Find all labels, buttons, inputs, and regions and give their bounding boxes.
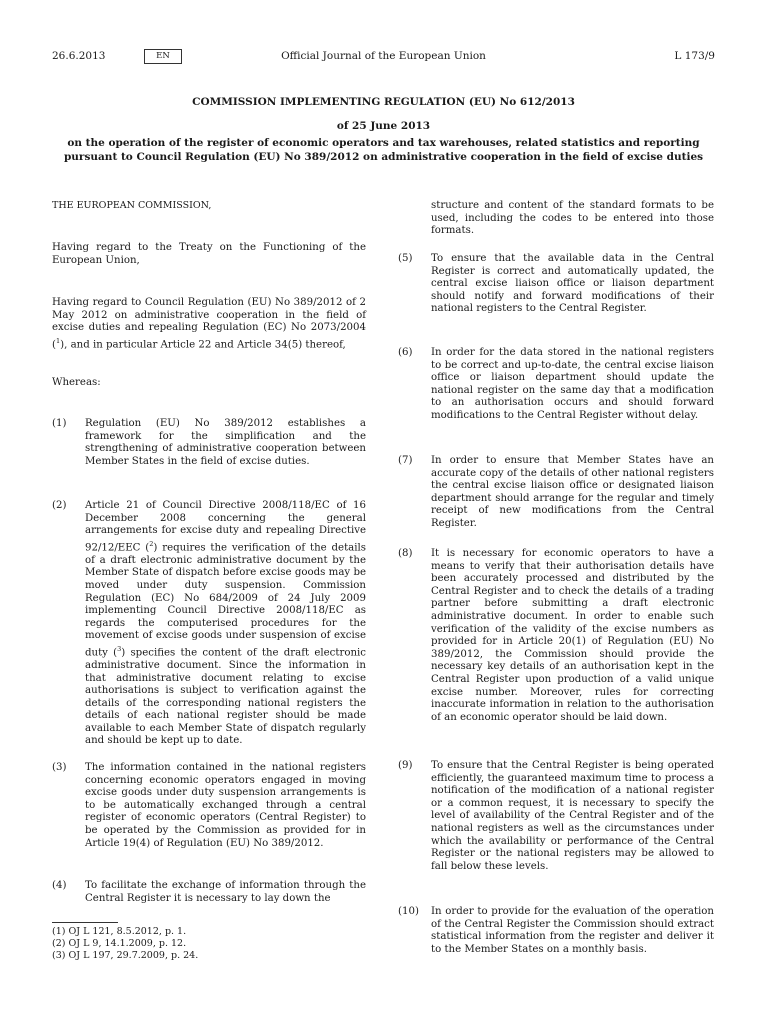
- recital-text: Article 21 of Council Directive 2008/118/EC of 16 December 2008 concerning the general arrangements for excise duty and repealing Directive 92/12/EEC ($^2$) requires the verification of the details of a draft electronic administrative document by the Member State of dispatch before excise goods may be moved under duty suspension. Commission Regulation (EC) No 684/2009 of 24 July 2009 implementing Council Directive 2008/118/EC as regards the computerised procedures for the movement of excise goods under suspension of excise duty ($^3$) specifies the content of the draft electronic administrative document. Since the information in that administrative document relating to excise authorisations is subject to verification against the details of the corresponding national registers the details of each national register should be made available to each Member State of dispatch regularly and should be kept up to date.: [85, 500, 366, 747]
- publication-date: 26.6.2013: [52, 50, 106, 62]
- regulation-title: COMMISSION IMPLEMENTING REGULATION (EU) No 612/2013: [192, 96, 575, 108]
- recital-text: It is necessary for economic operators to have a means to verify that their authorisation details have been accurately processed and distributed by the Central Register and to check the details of a trading partner before submitting a draft electronic administrative document. In order to enable such verification of the validity of the excise numbers as provided for in Article 20(1) of Regulation (EU) No 389/2012, the Commission should provide the necessary key details of an authorisation kept in the Central Register upon production of a valid unique excise number. Moreover, rules for correcting inaccurate information in relation to the authorisation of an economic operator should be laid down.: [431, 548, 714, 723]
- recital-number: (1): [52, 418, 67, 429]
- recital-text: In order to provide for the evaluation of the operation of the Central Register the Commission should extract statistical information from the register and deliver it to the Member States on a monthly basis.: [431, 906, 714, 955]
- footnote-1: (1) OJ L 121, 8.5.2012, p. 1.: [52, 926, 187, 937]
- having-regard-treaty: Having regard to the Treaty on the Functioning of the European Union,: [52, 242, 366, 266]
- recital-number: (4): [52, 880, 67, 891]
- journal-title: Official Journal of the European Union: [281, 50, 486, 62]
- recital-text: In order to ensure that Member States have an accurate copy of the details of other national registers the central excise liaison office or designated liaison department should arrange for the regular and timely receipt of new modifications from the Central Register.: [431, 455, 714, 529]
- recital-text: The information contained in the national registers concerning economic operators engaged in moving excise goods under duty suspension arrangements is to be automatically exchanged through a central register of economic operators (Central Register) to be operated by the Commission as provided for in Article 19(4) of Regulation (EU) No 389/2012.: [85, 762, 366, 849]
- footnote-divider: [52, 922, 118, 923]
- recital-text: To ensure that the Central Register is being operated efficiently, the guaranteed maximum time to process a notification of the modification of a national register or a common request, it is necessary to specify the level of availability of the Central Register and of the national registers as well as the circumstances under which the availability or performance of the Central Register or the national registers may be allowed to fall below these levels.: [431, 760, 714, 872]
- recital-text: In order for the data stored in the national registers to be correct and up-to-date, the central excise liaison office or liaison department should update the national register on the same day that a modification to an authorisation occurs and should forward modifications to the Central Register without delay.: [431, 347, 714, 421]
- recital-number: (3): [52, 762, 67, 773]
- recital-number: (9): [398, 760, 413, 771]
- left-column: [52, 0, 366, 1024]
- footnote-2: (2) OJ L 9, 14.1.2009, p. 12.: [52, 938, 187, 949]
- recital-text: Regulation (EU) No 389/2012 establishes a framework for the simplification and the strengthening of administrative cooperation between Member States in the field of excise duties.: [85, 418, 366, 467]
- recital-text: To facilitate the exchange of information through the Central Register it is necessary to lay down the: [85, 880, 366, 904]
- regulation-subject: on the operation of the register of economic operators and tax warehouses, related statistics and reporting pursuant to Council Regulation (EU) No 389/2012 on administrative cooperation in the field of excise duties: [63, 137, 704, 163]
- recital-number: (6): [398, 347, 413, 358]
- commission-heading: THE EUROPEAN COMMISSION,: [52, 200, 212, 211]
- language-badge: EN: [144, 49, 182, 64]
- page-number: L 173/9: [674, 50, 715, 62]
- recital-number: (10): [398, 906, 419, 917]
- recital-4-continued: structure and content of the standard formats to be used, including the codes to be entered into those formats.: [431, 200, 714, 237]
- having-regard-regulation: Having regard to Council Regulation (EU) No 389/2012 of 2 May 2012 on administrative cooperation in the field of excise duties and repealing Regulation (EC) No 2073/2004 ($^1$), and in particular Article 22 and Article 34(5) thereof,: [52, 297, 366, 351]
- recital-text: To ensure that the available data in the Central Register is correct and automatically updated, the central excise liaison office or liaison department should notify and forward modifications of their national registers to the Central Register.: [431, 253, 714, 315]
- recital-number: (2): [52, 500, 67, 511]
- footnote-3: (3) OJ L 197, 29.7.2009, p. 24.: [52, 950, 199, 961]
- recital-number: (5): [398, 253, 413, 264]
- whereas: Whereas:: [52, 377, 101, 388]
- recital-number: (8): [398, 548, 413, 559]
- recital-number: (7): [398, 455, 413, 466]
- right-column: [398, 0, 714, 1024]
- regulation-date: of 25 June 2013: [336, 120, 431, 132]
